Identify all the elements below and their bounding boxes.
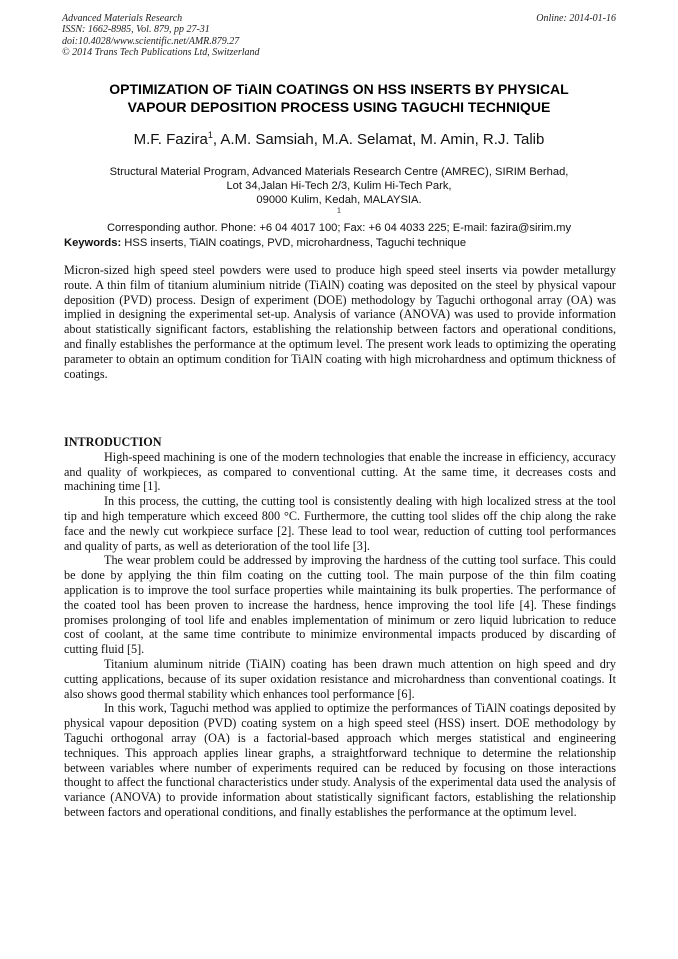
intro-paragraph: In this work, Taguchi method was applied to optimize the performances of TiAlN coatings deposited by physical vapour deposition (PVD) coating system on a high speed steel (HSS) insert. DOE methodology by Taguchi orthogonal array (OA) is a factorial-based approach which merges statistical and engineering techniques. This approach applies linear graphs, a straightforward technique to determine the relationship between variables where number of experiments required can be reduced by focusing on those interactions thought to affect the functional characteristics under study. Analysis of the experimental data used the analysis of variance (ANOVA) to provide information about statistically significant factors, establishing the relationship between factors and operational conditions, and finally establishes the performance at the optimum level. bbox=[64, 701, 616, 819]
author-list bbox=[40, 131, 638, 149]
affiliation-line-2: Lot 34,Jalan Hi-Tech 2/3, Kulim Hi-Tech Park, bbox=[226, 180, 452, 192]
paper-title-line-2: VAPOUR DEPOSITION PROCESS USING TAGUCHI TECHNIQUE bbox=[127, 99, 551, 115]
intro-paragraph: High-speed machining is one of the modern technologies that enable the increase in efficiency, accuracy and quality of workpieces, as compared to conventional cutting. At the same time, it decreases costs and machining time [1]. bbox=[64, 449, 616, 494]
online-date bbox=[536, 13, 616, 24]
journal-issn: ISSN: 1662-8985, Vol. 879, pp 27-31 bbox=[62, 24, 210, 36]
journal-header bbox=[62, 13, 260, 58]
online-date-text: Online: 2014-01-16 bbox=[536, 13, 616, 24]
journal-copyright: © 2014 Trans Tech Publications Ltd, Switzerland bbox=[62, 46, 260, 58]
keywords-label: Keywords: bbox=[64, 237, 122, 249]
keywords bbox=[64, 236, 616, 250]
keywords-text: HSS inserts, TiAlN coatings, PVD, microhardness, Taguchi technique bbox=[121, 237, 467, 249]
first-author: M.F. Fazira bbox=[133, 131, 208, 148]
affiliation bbox=[40, 165, 638, 235]
paper-title bbox=[40, 80, 638, 116]
corresponding-superscript: 1 bbox=[337, 207, 341, 215]
affiliation-line-1: Structural Material Program, Advanced Materials Research Centre (AMREC), SIRIM Berhad, bbox=[109, 166, 569, 178]
abstract-text: Micron-sized high speed steel powders were used to produce high speed steel inserts via powder metallurgy route. A thin film of titanium aluminium nitride (TiAlN) coating was deposited on the steel by physical vapour deposition (PVD) process. Design of experiment (DOE) methodology by Taguchi orthogonal array (OA) was implied in designing the experimental set-up. Analysis of variance (ANOVA) was used to provide information about statistically significant factors, establishing the relationship between factors and operational conditions, and finally establishes the performance at the optimum level. The present work leads to optimizing the operating parameter to obtain an optimum condition for TiAlN coating with high microhardness and optimum thickness of coatings. bbox=[64, 263, 616, 381]
abstract bbox=[64, 263, 616, 381]
intro-paragraph: The wear problem could be addressed by improving the hardness of the cutting tool surface. This could be done by applying the thin film coating on the cutting tool. The main purpose of the thin film coating application is to improve the tool surface properties while maintaining its bulk properties. The performance of the coated tool has been proven to increase the hardness, hence improving the tool life [4]. These findings promises prolonging of tool life and enables implementation of minimum or zero liquid lubrication to reduce cost of coolant, at the same time contribute to minimize environmental impacts produced by discarding of cutting fluid [5]. bbox=[64, 553, 616, 657]
introduction-heading: INTRODUCTION bbox=[64, 435, 162, 449]
journal-doi[interactable]: doi:10.4028/www.scientific.net/AMR.879.27 bbox=[62, 35, 240, 47]
paper-title-line-1: OPTIMIZATION OF TiAlN COATINGS ON HSS INSERTS BY PHYSICAL bbox=[109, 81, 569, 97]
affiliation-line-3: 09000 Kulim, Kedah, MALAYSIA. bbox=[256, 194, 422, 206]
intro-paragraph: Titanium aluminum nitride (TiAlN) coating has been drawn much attention on high speed and dry cutting applications, because of its super oxidation resistance and microhardness than conventional coatings. It also shows good thermal stability which enhances tool performance [6]. bbox=[64, 656, 616, 701]
other-authors: , A.M. Samsiah, M.A. Selamat, M. Amin, R.J. Talib bbox=[212, 131, 545, 148]
journal-name: Advanced Materials Research bbox=[62, 13, 183, 24]
corresponding-author-text: Corresponding author. Phone: +6 04 4017 100; Fax: +6 04 4033 225; E-mail: fazira@sirim.my bbox=[106, 222, 572, 234]
introduction-section bbox=[64, 435, 616, 820]
first-author-superscript: 1 bbox=[207, 130, 213, 140]
corresponding-author bbox=[40, 207, 638, 235]
intro-paragraph: In this process, the cutting, the cutting tool is consistently dealing with high localized stress at the tool tip and high temperature which exceed 800 °C. Furthermore, the cutting tool slides off the chip along the rake face and the newly cut workpiece surface [2]. These lead to tool wear, reduction of cutting tool performances and quality of parts, as well as deterioration of the tool life [3]. bbox=[64, 494, 616, 553]
